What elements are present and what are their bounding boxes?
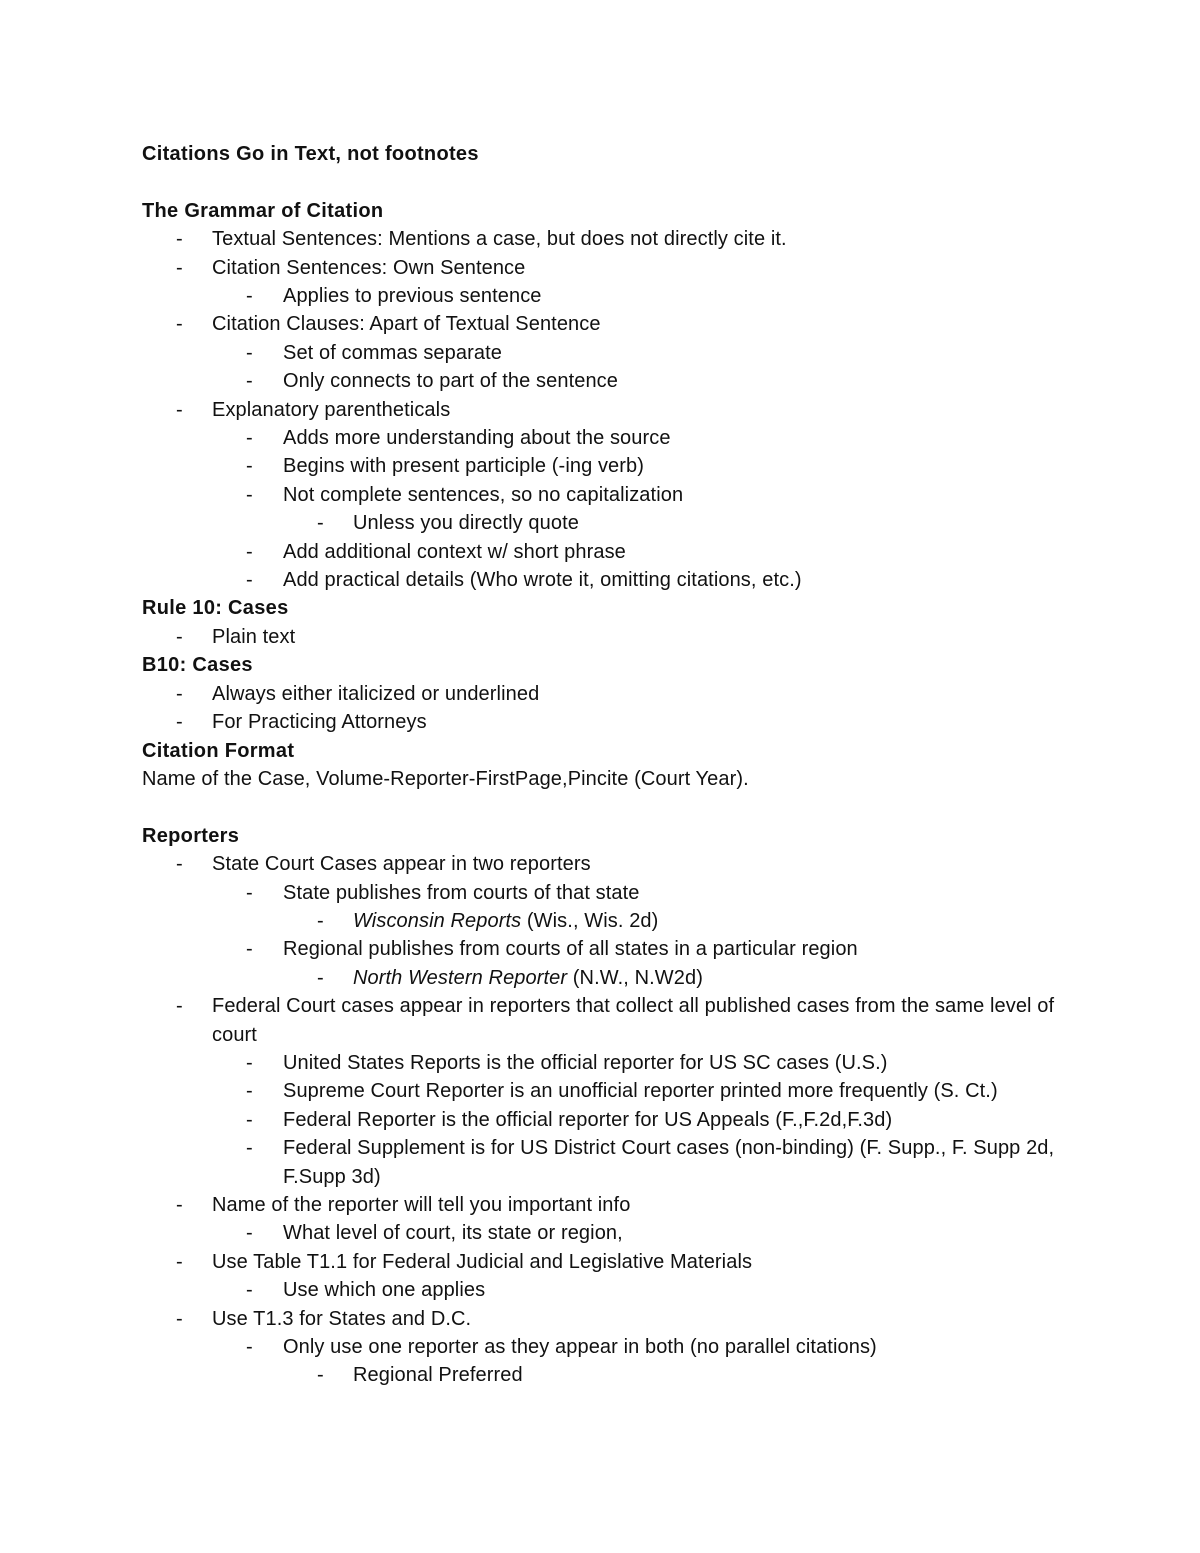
list-item-text: United States Reports is the official reporter for US SC cases (U.S.) — [283, 1051, 888, 1074]
list-item — [142, 282, 1062, 310]
list-item-text: Regional publishes from courts of all states in a particular region — [283, 938, 858, 961]
blank-line — [142, 793, 1062, 821]
bullet-dash: - — [176, 398, 183, 421]
list-item — [142, 879, 1062, 907]
list-item — [142, 424, 1062, 452]
list-item-text: Explanatory parentheticals — [212, 398, 451, 421]
reporter-name-italic: North Western Reporter — [353, 966, 568, 989]
list-item — [142, 254, 1062, 282]
list-item — [142, 1077, 1062, 1105]
format-heading: Citation Format — [142, 739, 295, 762]
format-text: Name of the Case, Volume-Reporter-FirstPage,Pincite (Court Year). — [142, 767, 749, 790]
list-item-text: Textual Sentences: Mentions a case, but does not directly cite it. — [212, 228, 787, 251]
list-item-text: Use which one applies — [283, 1279, 486, 1302]
list-item — [142, 1134, 1062, 1191]
bullet-dash: - — [246, 455, 253, 478]
list-item-text: Federal Reporter is the official reporter for US Appeals (F.,F.2d,F.3d) — [283, 1108, 893, 1131]
bullet-dash: - — [246, 427, 253, 450]
bullet-dash: - — [176, 625, 183, 648]
list-item — [142, 680, 1062, 708]
list-item — [142, 396, 1062, 424]
bullet-dash: - — [246, 569, 253, 592]
blank-line — [142, 168, 1062, 196]
list-item — [142, 1276, 1062, 1304]
b10-heading: B10: Cases — [142, 654, 253, 677]
bullet-dash: - — [246, 1051, 253, 1074]
bullet-dash: - — [176, 1250, 183, 1273]
bullet-dash: - — [176, 228, 183, 251]
document-body — [142, 140, 1062, 1390]
bullet-dash: - — [176, 682, 183, 705]
list-item — [142, 1106, 1062, 1134]
bullet-dash: - — [246, 370, 253, 393]
bullet-dash: - — [246, 1222, 253, 1245]
list-item-text: For Practicing Attorneys — [212, 711, 427, 734]
list-item — [142, 623, 1062, 651]
doc-title: Citations Go in Text, not footnotes — [142, 143, 479, 165]
bullet-dash: - — [246, 881, 253, 904]
bullet-dash: - — [246, 285, 253, 308]
bullet-dash: - — [246, 1336, 253, 1359]
list-item — [142, 310, 1062, 338]
list-item — [142, 708, 1062, 736]
list-item — [142, 566, 1062, 594]
list-item-text: Set of commas separate — [283, 341, 502, 364]
rule10-heading: Rule 10: Cases — [142, 597, 289, 620]
list-item — [142, 850, 1062, 878]
bullet-dash: - — [176, 256, 183, 279]
list-item-text: Use Table T1.1 for Federal Judicial and Legislative Materials — [212, 1250, 753, 1273]
bullet-dash: - — [176, 1307, 183, 1330]
reporter-abbrev: (Wis., Wis. 2d) — [521, 909, 659, 932]
list-item — [142, 907, 1062, 935]
list-item — [142, 935, 1062, 963]
list-item — [142, 452, 1062, 480]
bullet-dash: - — [246, 1279, 253, 1302]
list-item-text: Citation Clauses: Apart of Textual Sentence — [212, 313, 601, 336]
bullet-dash: - — [246, 483, 253, 506]
bullet-dash: - — [317, 1364, 324, 1387]
list-item — [142, 1333, 1062, 1361]
bullet-dash: - — [176, 711, 183, 734]
list-item — [142, 481, 1062, 509]
reporters-heading: Reporters — [142, 824, 240, 847]
bullet-dash: - — [246, 1137, 253, 1160]
list-item — [142, 225, 1062, 253]
bullet-dash: - — [246, 1080, 253, 1103]
list-item-text: Federal Court cases appear in reporters that collect all published cases from the same level of court — [212, 995, 1055, 1046]
bullet-dash: - — [246, 938, 253, 961]
bullet-dash: - — [317, 966, 324, 989]
list-item — [142, 509, 1062, 537]
list-item-text: Federal Supplement is for US District Court cases (non-binding) (F. Supp., F. Supp 2d, F.Supp 3d) — [283, 1137, 1055, 1188]
list-item-text: State publishes from courts of that state — [283, 881, 640, 904]
grammar-heading: The Grammar of Citation — [142, 199, 384, 222]
list-item-text: Supreme Court Reporter is an unofficial reporter printed more frequently (S. Ct.) — [283, 1080, 998, 1103]
bullet-dash: - — [246, 1108, 253, 1131]
list-item-text: Not complete sentences, so no capitalization — [283, 483, 684, 506]
list-item — [142, 992, 1062, 1049]
list-item-text: Always either italicized or underlined — [212, 682, 540, 705]
list-item — [142, 538, 1062, 566]
bullet-dash: - — [246, 341, 253, 364]
list-item-text: Regional Preferred — [353, 1364, 523, 1387]
list-item-text: Only use one reporter as they appear in both (no parallel citations) — [283, 1336, 877, 1359]
list-item-text: Add additional context w/ short phrase — [283, 540, 626, 563]
bullet-dash: - — [176, 313, 183, 336]
list-item-text: Add practical details (Who wrote it, omitting citations, etc.) — [283, 569, 802, 592]
list-item — [142, 1049, 1062, 1077]
list-item-text: Adds more understanding about the source — [283, 427, 671, 450]
list-item — [142, 1361, 1062, 1389]
list-item-text: Only connects to part of the sentence — [283, 370, 619, 393]
list-item — [142, 1191, 1062, 1219]
list-item-text: What level of court, its state or region, — [283, 1222, 623, 1245]
list-item-text: Applies to previous sentence — [283, 285, 542, 308]
list-item — [142, 964, 1062, 992]
list-item-text: Name of the reporter will tell you important info — [212, 1194, 631, 1216]
bullet-dash: - — [176, 853, 183, 876]
reporter-abbrev: (N.W., N.W2d) — [567, 966, 703, 989]
list-item — [142, 1305, 1062, 1333]
list-item — [142, 1219, 1062, 1247]
reporter-name-italic: Wisconsin Reports — [353, 909, 522, 932]
bullet-dash: - — [246, 540, 253, 563]
list-item — [142, 339, 1062, 367]
list-item-text: Begins with present participle (-ing verb) — [283, 455, 645, 478]
bullet-dash: - — [176, 1194, 183, 1216]
list-item — [142, 367, 1062, 395]
bullet-dash: - — [317, 512, 324, 535]
list-item-text: Unless you directly quote — [353, 512, 579, 535]
list-item-text: Use T1.3 for States and D.C. — [212, 1307, 472, 1330]
bullet-dash: - — [176, 995, 183, 1018]
list-item-text: Plain text — [212, 625, 296, 648]
list-item-text: Citation Sentences: Own Sentence — [212, 256, 526, 279]
list-item — [142, 1248, 1062, 1276]
list-item-text: State Court Cases appear in two reporters — [212, 853, 591, 876]
bullet-dash: - — [317, 909, 324, 932]
